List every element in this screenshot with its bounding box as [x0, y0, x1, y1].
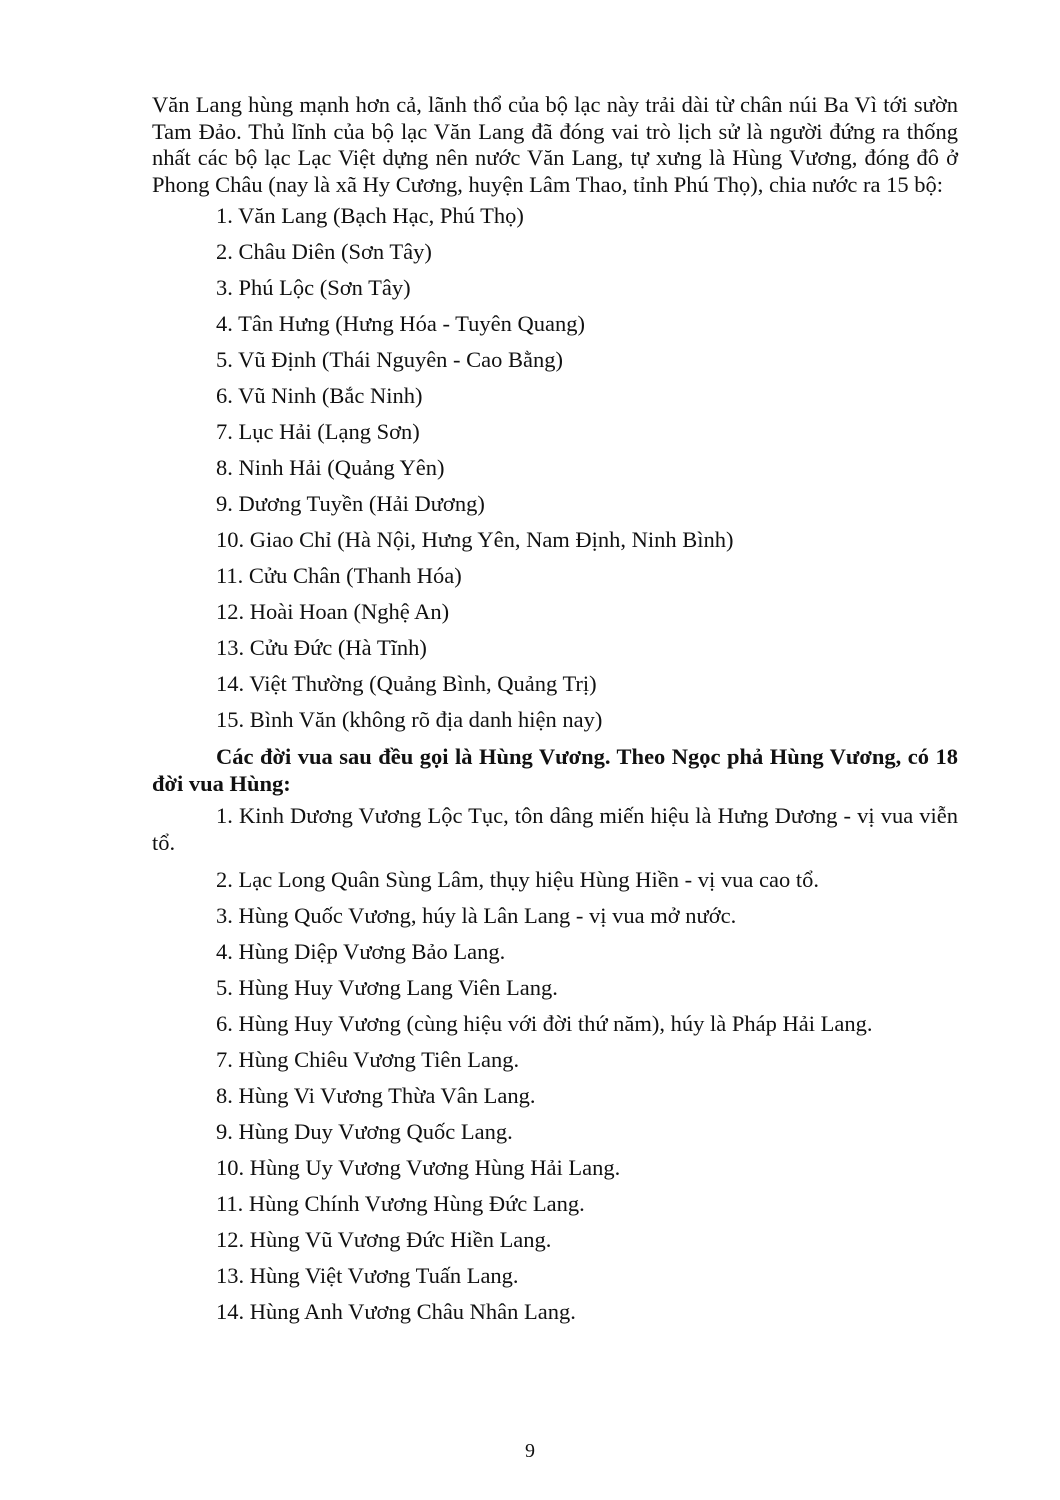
region-item: 12. Hoài Hoan (Nghệ An)	[216, 599, 450, 624]
king-item: 10. Hùng Uy Vương Vương Hùng Hải Lang.	[216, 1155, 621, 1180]
king-item: 13. Hùng Việt Vương Tuấn Lang.	[216, 1263, 519, 1288]
king-item: 11. Hùng Chính Vương Hùng Đức Lang.	[216, 1191, 585, 1216]
region-item: 9. Dương Tuyền (Hải Dương)	[216, 491, 485, 516]
king-item: 9. Hùng Duy Vương Quốc Lang.	[216, 1119, 513, 1144]
document-page	[152, 92, 958, 1330]
region-item: 14. Việt Thường (Quảng Bình, Quảng Trị)	[216, 671, 597, 696]
region-item: 11. Cửu Chân (Thanh Hóa)	[216, 563, 462, 588]
king-item: 6. Hùng Huy Vương (cùng hiệu với đời thứ năm), húy là Pháp Hải Lang.	[216, 1011, 873, 1036]
region-item: 8. Ninh Hải (Quảng Yên)	[216, 455, 445, 480]
region-item: 6. Vũ Ninh (Bắc Ninh)	[216, 383, 423, 408]
king-item: 7. Hùng Chiêu Vương Tiên Lang.	[216, 1047, 520, 1072]
region-item: 2. Châu Diên (Sơn Tây)	[216, 239, 432, 264]
king-item: 1. Kinh Dương Vương Lộc Tục, tôn dâng miến hiệu là Hưng Dương - vị vua viễn tổ.	[152, 803, 958, 855]
kings-heading: Các đời vua sau đều gọi là Hùng Vương. Theo Ngọc phả Hùng Vương, có 18 đời vua Hùng:	[152, 744, 958, 796]
king-item: 3. Hùng Quốc Vương, húy là Lân Lang - vị vua mở nước.	[216, 903, 737, 928]
king-item: 8. Hùng Vi Vương Thừa Vân Lang.	[216, 1083, 536, 1108]
region-item: 13. Cửu Đức (Hà Tĩnh)	[216, 635, 427, 660]
region-item: 7. Lục Hải (Lạng Sơn)	[216, 419, 420, 444]
king-item: 4. Hùng Diệp Vương Bảo Lang.	[216, 939, 506, 964]
region-item: 3. Phú Lộc (Sơn Tây)	[216, 275, 411, 300]
king-item: 2. Lạc Long Quân Sùng Lâm, thụy hiệu Hùng Hiền - vị vua cao tổ.	[216, 867, 819, 892]
region-item: 5. Vũ Định (Thái Nguyên - Cao Bằng)	[216, 347, 564, 372]
region-item: 4. Tân Hưng (Hưng Hóa - Tuyên Quang)	[216, 311, 585, 336]
region-item: 10. Giao Chỉ (Hà Nội, Hưng Yên, Nam Định, Ninh Bình)	[216, 527, 734, 552]
king-item: 14. Hùng Anh Vương Châu Nhân Lang.	[216, 1299, 576, 1324]
intro-paragraph: Văn Lang hùng mạnh hơn cả, lãnh thổ của bộ lạc này trải dài từ chân núi Ba Vì tới sườn Tam Đảo. Thủ lĩnh của bộ lạc Văn Lang đã đóng vai trò lịch sử là người đứng ra thống nhất các bộ lạc Lạc Việt dựng nên nước Văn Lang, tự xưng là Hùng Vương, đóng đô ở Phong Châu (nay là xã Hy Cương, huyện Lâm Thao, tỉnh Phú Thọ), chia nước ra 15 bộ:	[152, 92, 958, 197]
page-number: 9	[525, 1440, 535, 1462]
region-item: 1. Văn Lang (Bạch Hạc, Phú Thọ)	[216, 203, 524, 228]
regions-list	[152, 198, 958, 738]
king-item: 5. Hùng Huy Vương Lang Viên Lang.	[216, 975, 558, 1000]
region-item: 15. Bình Văn (không rõ địa danh hiện nay)	[216, 707, 603, 732]
kings-list	[152, 803, 958, 1330]
king-item: 12. Hùng Vũ Vương Đức Hiền Lang.	[216, 1227, 552, 1252]
